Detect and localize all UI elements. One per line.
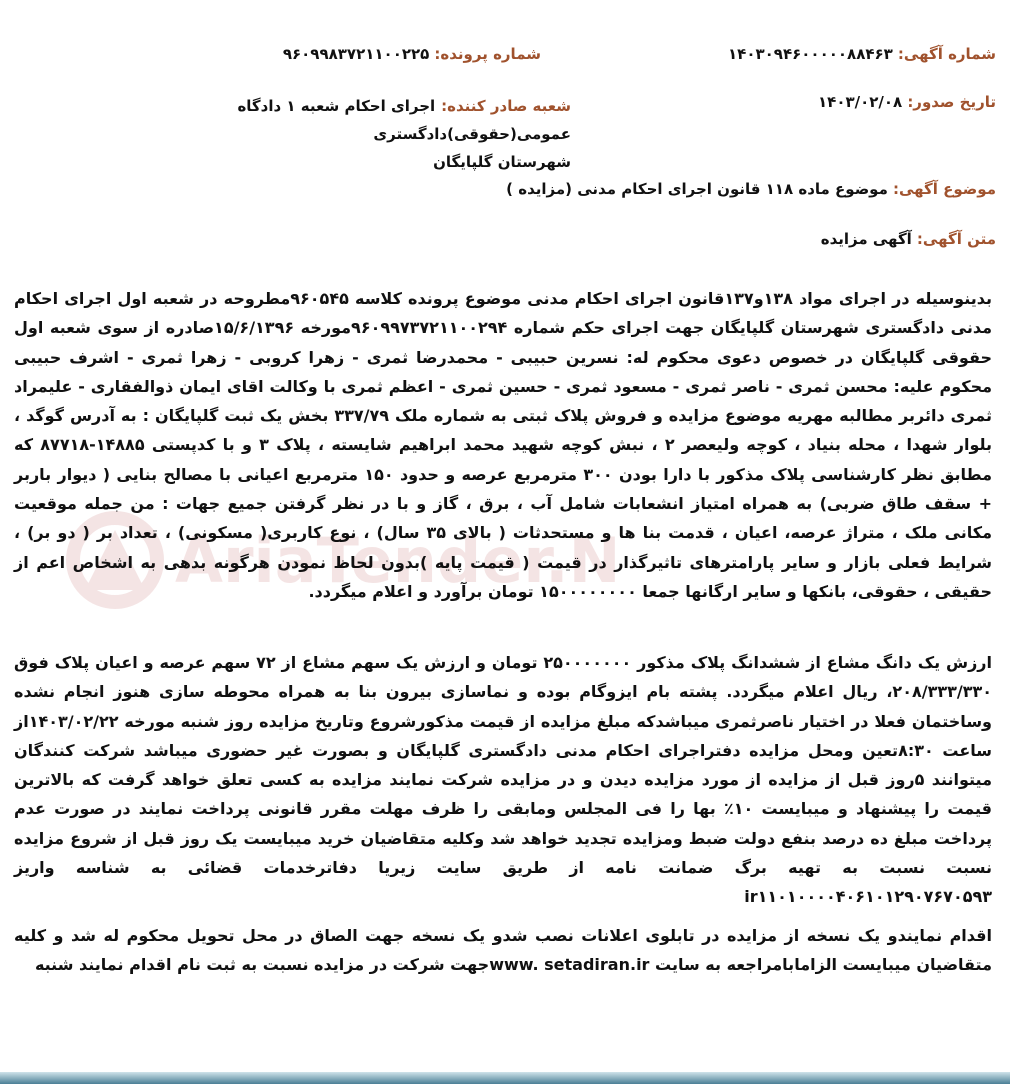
case-number [283, 44, 541, 63]
issuing-branch-label: شعبه صادر کننده: [441, 97, 571, 115]
subject-row [506, 179, 996, 198]
body-paragraph-3: اقدام نمایندو یک نسخه از مزایده در تابلوی اعلانات نصب شدو یک نسخه جهت الصاق در محل تحویل محکوم له شد و کلیه متقاضیان میبایست الزامابامراجعه به سایت www. setadiran.irجهت شرکت در مزایده نسبت به ثبت نام اقدام نمایند شنبه [14, 926, 992, 975]
ad-number-value: ۱۴۰۳۰۹۴۶۰۰۰۰۰۸۸۴۶۳ [728, 45, 893, 63]
issuing-branch-line1: اجرای احکام شعبه ۱ دادگاه عمومی(حقوقی)دادگستری [237, 97, 571, 143]
issue-date-value: ۱۴۰۳/۰۲/۰۸ [818, 93, 903, 111]
issuing-branch [101, 92, 571, 176]
issue-date-label: تاریخ صدور: [907, 93, 996, 111]
ad-number [728, 44, 996, 63]
ad-number-label: شماره آگهی: [897, 45, 996, 63]
issue-date [818, 92, 996, 111]
ad-text-row [821, 229, 996, 248]
svg-text:AriaTender.NET: AriaTender.N [175, 524, 615, 597]
subject-value: موضوع ماده ۱۱۸ قانون اجرای احکام مدنی (مزایده ) [506, 180, 888, 198]
body-paragraph-1: بدینوسیله در اجرای مواد ۱۳۸و۱۳۷قانون اجرای احکام مدنی موضوع پرونده کلاسه ۹۶۰۵۴۵مطروحه در شعبه اول اجرای احکام مدنی دادگستری شهرستان گلپایگان جهت اجرای حکم شماره ۹۶۰۹۹۷۳۷۲۱۱۰۰۲۹۴مورخه ۱۵/۶/۱۳۹۶صادره از سوی شعبه اول حقوقی گلپایگان در خصوص دعوی محکوم له: نسرین حبیبی - محمدرضا ثمری - زهرا کروبی - زهرا ثمری - اشرف حبیبی محکوم علیه: محسن ثمری - ناصر ثمری - مسعود ثمری - حسین ثمری - اعظم ثمری با وکالت اقای ایمان ذوالفقاری - علیمراد ثمری دائربر مطالبه مهریه موضوع مزایده و فروش پلاک ثبتی به شماره ملک ۳۳۷/۷۹ بخش یک ثبت گلپایگان : به آدرس گوگد ، بلوار شهدا ، محله بنیاد ، کوچه ولیعصر ۲ ، نبش کوچه شهید محمد ابراهیم شایسته ، پلاک ۳ و با کدپستی ۱۴۸۸۵-۸۷۷۱۸ که مطابق نظر کارشناسی پلاک مذکور با دارا بودن ۳۰۰ مترمربع عرصه و حدود ۱۵۰ مترمربع اعیانی با مصالح بنایی ( دیوار باربر + سقف طاق ضربی) به همراه امتیاز انشعابات شامل آب ، برق ، گاز و با در نظر گرفتن جمیع جهات : من جمله موقعیت مکانی ملک ، متراژ عرصه، اعیان ، قدمت بنا ها و مستحدثات ( بالای ۳۵ سال) ، نوع کاربری( مسکونی) ، تعداد بر ( دو بر) ، شرایط فعلی بازار و سایر پارامترهای تاثیرگذار در قیمت ( قیمت پایه )بدون لحاظ نمودن هرگونه بدهی به اشخاص اعم از حقیقی ، حقوقی، بانکها و سایر ارگانها جمعا ۱۵۰۰۰۰۰۰۰۰ تومان برآورد و اعلام میگردد. [14, 289, 993, 601]
ad-text-label: متن آگهی: [916, 230, 996, 248]
subject-label: موضوع آگهی: [892, 180, 996, 198]
case-number-label: شماره پرونده: [434, 45, 541, 63]
issuing-branch-line2: شهرستان گلپایگان [433, 153, 571, 171]
body-paragraph-2: ارزش یک دانگ مشاع از ششدانگ پلاک مذکور ۲۵۰۰۰۰۰۰۰ تومان و ارزش یک سهم مشاع از ۷۲ سهم عرصه و اعیان پلاک فوق ۲۰۸/۳۳۳/۳۳۰، ریال اعلام میگردد. پشته بام ایزوگام بوده و نماسازی بیرون بنا به همراه محوطه سازی هنوز انجام نشده وساختمان فعلا در اختیار ناصرثمری میباشدکه مبلغ مزایده از قیمت مذکورشروع وتاریخ مزایده روز شنبه مورخه ۱۴۰۳/۰۲/۲۲از ساعت ۸:۳۰تعین ومحل مزایده دفتراجرای احکام مدنی دادگستری گلپایگان و بصورت غیر حضوری میباشد شرکت کنندگان میتوانند ۵روز قبل از مزایده از مورد مزایده دیدن و در مزایده شرکت نمایند مزایده به کسی تعلق خواهد گرفت که بالاترین قیمت را پیشنهاد و میبایست ۱۰٪ بها را فی المجلس ومابقی را ظرف مهلت مقرر قانونی پرداخت نمایند در صورت عدم پرداخت مبلغ ده درصد بنفع دولت ضبط ومزایده تجدید خواهد شد وکلیه متقاضیان خرید میبایست یک روز قبل از شروع مزایده نسبت نسبت به تهیه برگ ضمانت نامه از طریق سایت زیریا دفاترخدمات قضائی به شناسه واریز ir۱۱۰۱۰۰۰۰۴۰۶۱۰۱۲۹۰۷۶۷۰۵۹۳ [14, 653, 993, 907]
footer-bar [0, 1072, 1010, 1084]
case-number-value: ۹۶۰۹۹۸۳۷۲۱۱۰۰۲۲۵ [282, 45, 430, 63]
issue-row [14, 92, 996, 171]
ad-text-title: آگهی مزایده [820, 230, 912, 248]
reference-row [14, 44, 996, 68]
